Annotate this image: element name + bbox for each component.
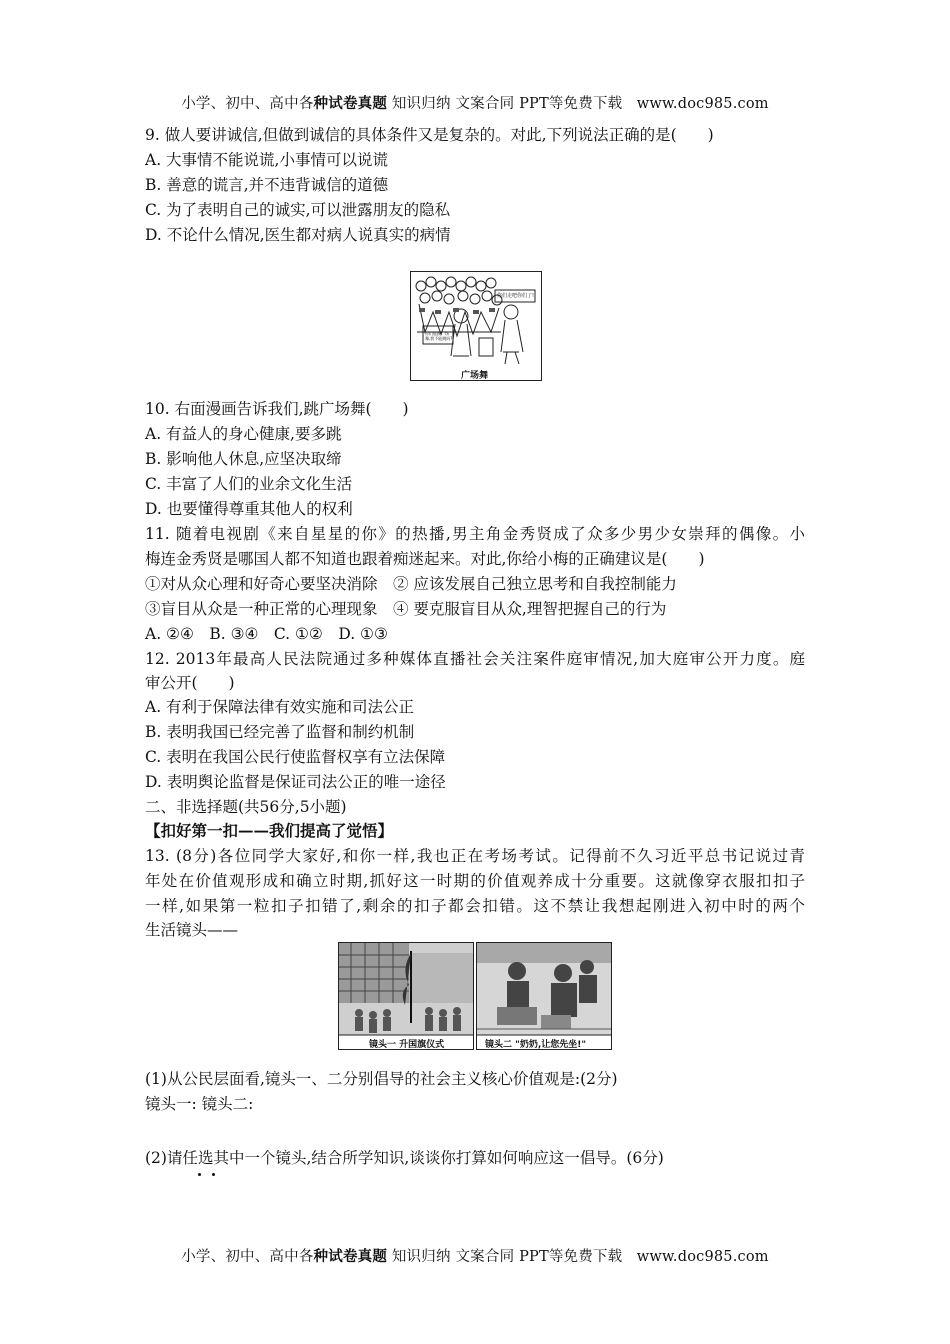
cartoon-speech-bubble-top: 你们走吧你们了!	[497, 293, 535, 299]
header-text-2: 种试卷真题	[313, 95, 388, 112]
q10-stem: 10. 右面漫画告诉我们,跳广场舞( )	[145, 400, 409, 418]
header-text-1: 小学、初中、高中各	[181, 96, 314, 112]
q12-option-d: D. 表明舆论监督是保证司法公正的唯一途径	[145, 773, 446, 791]
q13-sub2-prefix: (2)请	[145, 1149, 183, 1167]
page-footer	[0, 1245, 950, 1266]
header-site-link[interactable]: www.doc985.com	[636, 96, 769, 112]
emphasis-dot	[198, 1173, 201, 1176]
q12-option-c: C. 表明在我国公民行使监督权享有立法保障	[145, 748, 446, 766]
q11-choices: A. ②④ B. ③④ C. ①② D. ①③	[145, 625, 388, 643]
q12-option-b: B. 表明我国已经完善了监督和制约机制	[145, 723, 415, 741]
cartoon-speech-bubble-side: 你们能跳广场舞,我不能跳吗?	[425, 331, 453, 341]
section-2-subtitle: 【扣好第一扣——我们提高了觉悟】	[145, 821, 394, 840]
page-header	[0, 92, 950, 113]
q10-option-c: C. 丰富了人们的业余文化生活	[145, 475, 353, 493]
section-2-title: 二、非选择题(共56分,5小题)	[145, 798, 347, 816]
q12-stem-line-2: 审公开( )	[145, 674, 235, 692]
cartoon-illustration	[411, 272, 541, 380]
q11-items-line-2: ③盲目从众是一种正常的心理现象 ④ 要克服盲目从众,理智把握自己的行为	[145, 600, 667, 618]
q13-sub2-emphasis: 任选	[182, 1149, 214, 1167]
photo-2-caption: 镜头二 "奶奶,让您先坐!"	[485, 1040, 587, 1050]
q13-sub-question-2	[145, 1148, 664, 1168]
q13-line-4: 生活镜头——	[145, 921, 239, 939]
footer-text-1: 小学、初中、高中各	[181, 1249, 314, 1265]
q9-stem: 9. 做人要讲诚信,但做到诚信的具体条件又是复杂的。对此,下列说法正确的是( )	[145, 126, 714, 144]
q9-option-a: A. 大事情不能说谎,小事情可以说谎	[145, 151, 388, 169]
header-text-4: 文案合同 PPT等免费下载	[450, 96, 623, 112]
footer-text-4: 文案合同 PPT等免费下载	[450, 1249, 623, 1265]
offer-seat-illustration	[477, 943, 611, 1049]
photo-offer-seat	[476, 942, 612, 1050]
photo-1-caption: 镜头一 升国旗仪式	[369, 1040, 445, 1050]
q13-answer-line: 镜头一: 镜头二:	[145, 1095, 254, 1113]
footer-site-link[interactable]: www.doc985.com	[636, 1249, 769, 1265]
header-text-3: 知识归纳	[387, 96, 451, 112]
q9-option-d: D. 不论什么情况,医生都对病人说真实的病情	[145, 226, 451, 244]
photo-flag-raising	[338, 942, 474, 1050]
flag-raising-illustration	[339, 943, 473, 1049]
q9-option-c: C. 为了表明自己的诚实,可以泄露朋友的隐私	[145, 201, 451, 219]
q11-stem-line-1: 11. 随着电视剧《来自星星的你》的热播,男主角金秀贤成了众多少男少女崇拜的偶像。小	[145, 525, 805, 543]
q13-line-1: 13. (8分)各位同学大家好,和你一样,我也正在考场考试。记得前不久习近平总书记说过青	[145, 847, 805, 865]
q10-option-b: B. 影响他人休息,应坚决取缔	[145, 450, 342, 468]
q13-line-3: 一样,如果第一粒扣子扣错了,剩余的扣子都会扣错。这不禁让我想起刚进入初中时的两个	[145, 897, 805, 915]
footer-text-3: 知识归纳	[387, 1249, 451, 1265]
q11-items-line-1: ①对从众心理和好奇心要坚决消除 ② 应该发展自己独立思考和自我控制能力	[145, 575, 677, 593]
q13-line-2: 年处在价值观形成和确立时期,抓好这一时期的价值观养成十分重要。这就像穿衣服扣扣子	[145, 872, 805, 890]
emphasis-dot	[212, 1173, 215, 1176]
square-dance-cartoon	[410, 271, 542, 381]
q12-stem-line-1: 12. 2013年最高人民法院通过多种媒体直播社会关注案件庭审情况,加大庭审公开力度。庭	[145, 650, 805, 668]
q13-sub-question-1: (1)从公民层面看,镜头一、二分别倡导的社会主义核心价值观是:(2分)	[145, 1070, 618, 1088]
cartoon-caption: 广场舞	[461, 371, 489, 381]
q10-option-d: D. 也要懂得尊重其他人的权利	[145, 500, 353, 518]
q10-option-a: A. 有益人的身心健康,要多跳	[145, 425, 342, 443]
q13-sub2-text: 其中一个镜头,结合所学知识,谈谈你打算如何响应这一倡导。(6分)	[213, 1149, 664, 1167]
footer-text-2: 种试卷真题	[313, 1248, 388, 1265]
q12-option-a: A. 有利于保障法律有效实施和司法公正	[145, 698, 415, 716]
q11-stem-line-2: 梅连金秀贤是哪国人都不知道也跟着痴迷起来。对此,你给小梅的正确建议是( )	[145, 550, 705, 568]
q9-option-b: B. 善意的谎言,并不违背诚信的道德	[145, 176, 389, 194]
